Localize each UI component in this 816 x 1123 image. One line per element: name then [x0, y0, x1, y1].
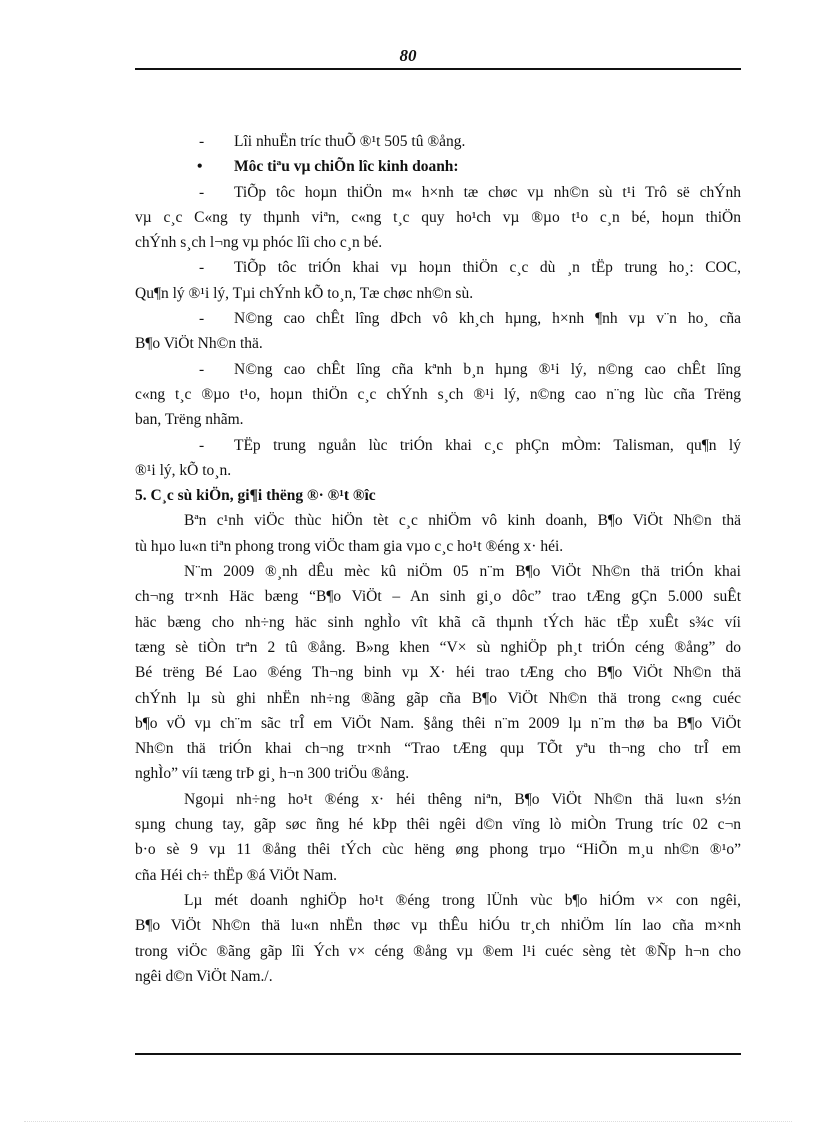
list-item: [135, 129, 741, 154]
paragraph-line: b·o sè 9 vµ 11 ®ång thêi tÝch cùc hëng øng phong trµo “HiÕn m¸u nh©n ®¹o”: [135, 841, 741, 859]
dash-marker: -: [199, 259, 205, 277]
dash-marker: -: [199, 310, 205, 328]
objectives-heading: [135, 154, 741, 179]
paragraph-line: Nh©n thä triÓn khai ch¬ng tr×nh “Trao tÆng quµ TÕt yªu th¬ng cho trÎ em: [135, 740, 741, 758]
list-item-line: vµ c¸c C«ng ty thµnh viªn, c«ng t¸c quy ho¹ch vµ ®µo t¹o c¸n bé, hoµn thiÖn: [135, 208, 741, 226]
list-item-line: N©ng cao chÊt lîng dÞch vô kh¸ch hµng, h×nh ¶nh vµ v¨n ho¸ cña: [234, 310, 741, 328]
section-heading: 5. C¸c sù kiÖn, gi¶i thëng ®· ®¹t ®îc: [135, 487, 376, 505]
dash-marker: -: [199, 436, 205, 454]
objectives-heading-text: Môc tiªu vµ chiÕn lîc kinh doanh:: [234, 158, 459, 176]
dash-marker: -: [199, 183, 205, 201]
paragraph-line: Lµ mét doanh nghiÖp ho¹t ®éng trong lÜnh vùc b¶o hiÓm v× con ngêi,: [184, 891, 741, 909]
page-number: 80: [399, 46, 417, 65]
paragraph-line: häc bæng cho nh÷ng häc sinh nghÌo vît khã cã thµnh tÝch häc tËp xuÊt s¾c víi: [135, 613, 741, 631]
paragraph-line: trong viÖc ®ãng gãp lîi Ých v× céng ®ång vµ ®em l¹i cuéc sèng tèt ®Ñp h¬n cho: [135, 942, 741, 960]
list-item: [135, 180, 741, 205]
paragraph-line: nghÌo” víi tæng trÞ gi¸ h¬n 300 triÖu ®ång.: [135, 765, 410, 783]
list-item: [135, 255, 741, 280]
footer-rule: [135, 1053, 741, 1055]
list-item: [135, 357, 741, 382]
paragraph-line: B¶o ViÖt Nh©n thä lu«n nhËn thøc vµ thÊu hiÓu tr¸ch nhiÖm lín lao cña m×nh: [135, 917, 741, 935]
dash-marker: -: [199, 360, 205, 378]
paragraph-line: chÝnh lµ sù ghi nhËn nh÷ng ®ãng gãp cña B¶o ViÖt Nh©n thä trong c«ng cuéc: [135, 689, 741, 707]
header-rule: [135, 68, 741, 70]
list-item: [135, 306, 741, 331]
list-item-line: Qu¶n lý ®¹i lý, Tµi chÝnh kÕ to¸n, Tæ chøc nh©n sù.: [135, 284, 474, 302]
list-item-line: ban, Trëng nhãm.: [135, 411, 244, 429]
list-item-line: chÝnh s¸ch l¬ng vµ phóc lîi cho c¸n bé.: [135, 234, 383, 252]
paragraph-line: Ngoµi nh÷ng ho¹t ®éng x· héi thêng niªn, B¶o ViÖt Nh©n thä lu«n s½n: [184, 790, 741, 808]
page-body: [135, 129, 741, 989]
paragraph-line: tù hµo lu«n tiªn phong trong viÖc tham gia vµo c¸c ho¹t ®éng x· héi.: [135, 537, 564, 555]
list-item: [135, 433, 741, 458]
paragraph-line: ngêi d©n ViÖt Nam./.: [135, 967, 273, 985]
paragraph-line: Bªn c¹nh viÖc thùc hiÖn tèt c¸c nhiÖm vô kinh doanh, B¶o ViÖt Nh©n thä: [184, 512, 741, 530]
list-item-line: N©ng cao chÊt lîng cña kªnh b¸n hµng ®¹i lý, n©ng cao chÊt lîng: [234, 360, 741, 378]
list-item-text: Lîi nhuËn tríc thuÕ ®¹t 505 tû ®ång.: [234, 133, 466, 150]
list-item-line: TiÕp tôc hoµn thiÖn m« h×nh tæ chøc vµ nh©n sù t¹i Trô së chÝnh: [234, 183, 741, 201]
list-item-line: TiÕp tôc triÓn khai vµ hoµn thiÖn c¸c dù ¸n tËp trung ho¸: COC,: [234, 259, 741, 277]
bullet-icon: •: [197, 158, 203, 176]
paragraph-line: ch¬ng tr×nh Häc bæng “B¶o ViÖt – An sinh gi¸o dôc” trao tÆng gÇn 5.000 suÊt: [135, 588, 741, 606]
page-edge-dotted-line: [24, 1121, 792, 1122]
paragraph-line: N¨m 2009 ®¸nh dÊu mèc kû niÖm 05 n¨m B¶o ViÖt Nh©n thä triÓn khai: [184, 563, 741, 581]
list-item-line: B¶o ViÖt Nh©n thä.: [135, 335, 263, 353]
paragraph-line: Bé trëng Bé Lao ®éng Th¬ng binh vµ X· héi trao tÆng cho B¶o ViÖt Nh©n thä: [135, 664, 741, 682]
list-item-line: ®¹i lý, kÕ to¸n.: [135, 461, 232, 479]
list-item-line: c«ng t¸c ®µo t¹o, hoµn thiÖn c¸c chÝnh s¸ch ®¹i lý, n©ng cao n¨ng lùc cña Trëng: [135, 385, 741, 403]
paragraph-line: cña Héi ch÷ thËp ®á ViÖt Nam.: [135, 866, 337, 884]
paragraph-line: b¶o vÖ vµ ch¨m sãc trÎ em ViÖt Nam. §ång thêi n¨m 2009 lµ n¨m thø ba B¶o ViÖt: [135, 714, 741, 732]
paragraph-line: sµng chung tay, gãp søc ñng hé kÞp thêi ngêi d©n vïng lò miÒn Trung tríc 02 c¬n: [135, 816, 741, 834]
paragraph-line: tæng sè tiÒn trªn 2 tû ®ång. B»ng khen “V× sù nghiÖp ph¸t triÓn céng ®ång” do: [135, 638, 741, 656]
dash-marker: -: [199, 133, 205, 150]
list-item-line: TËp trung nguån lùc triÓn khai c¸c phÇn mÒm: Talisman, qu¶n lý: [234, 436, 741, 454]
